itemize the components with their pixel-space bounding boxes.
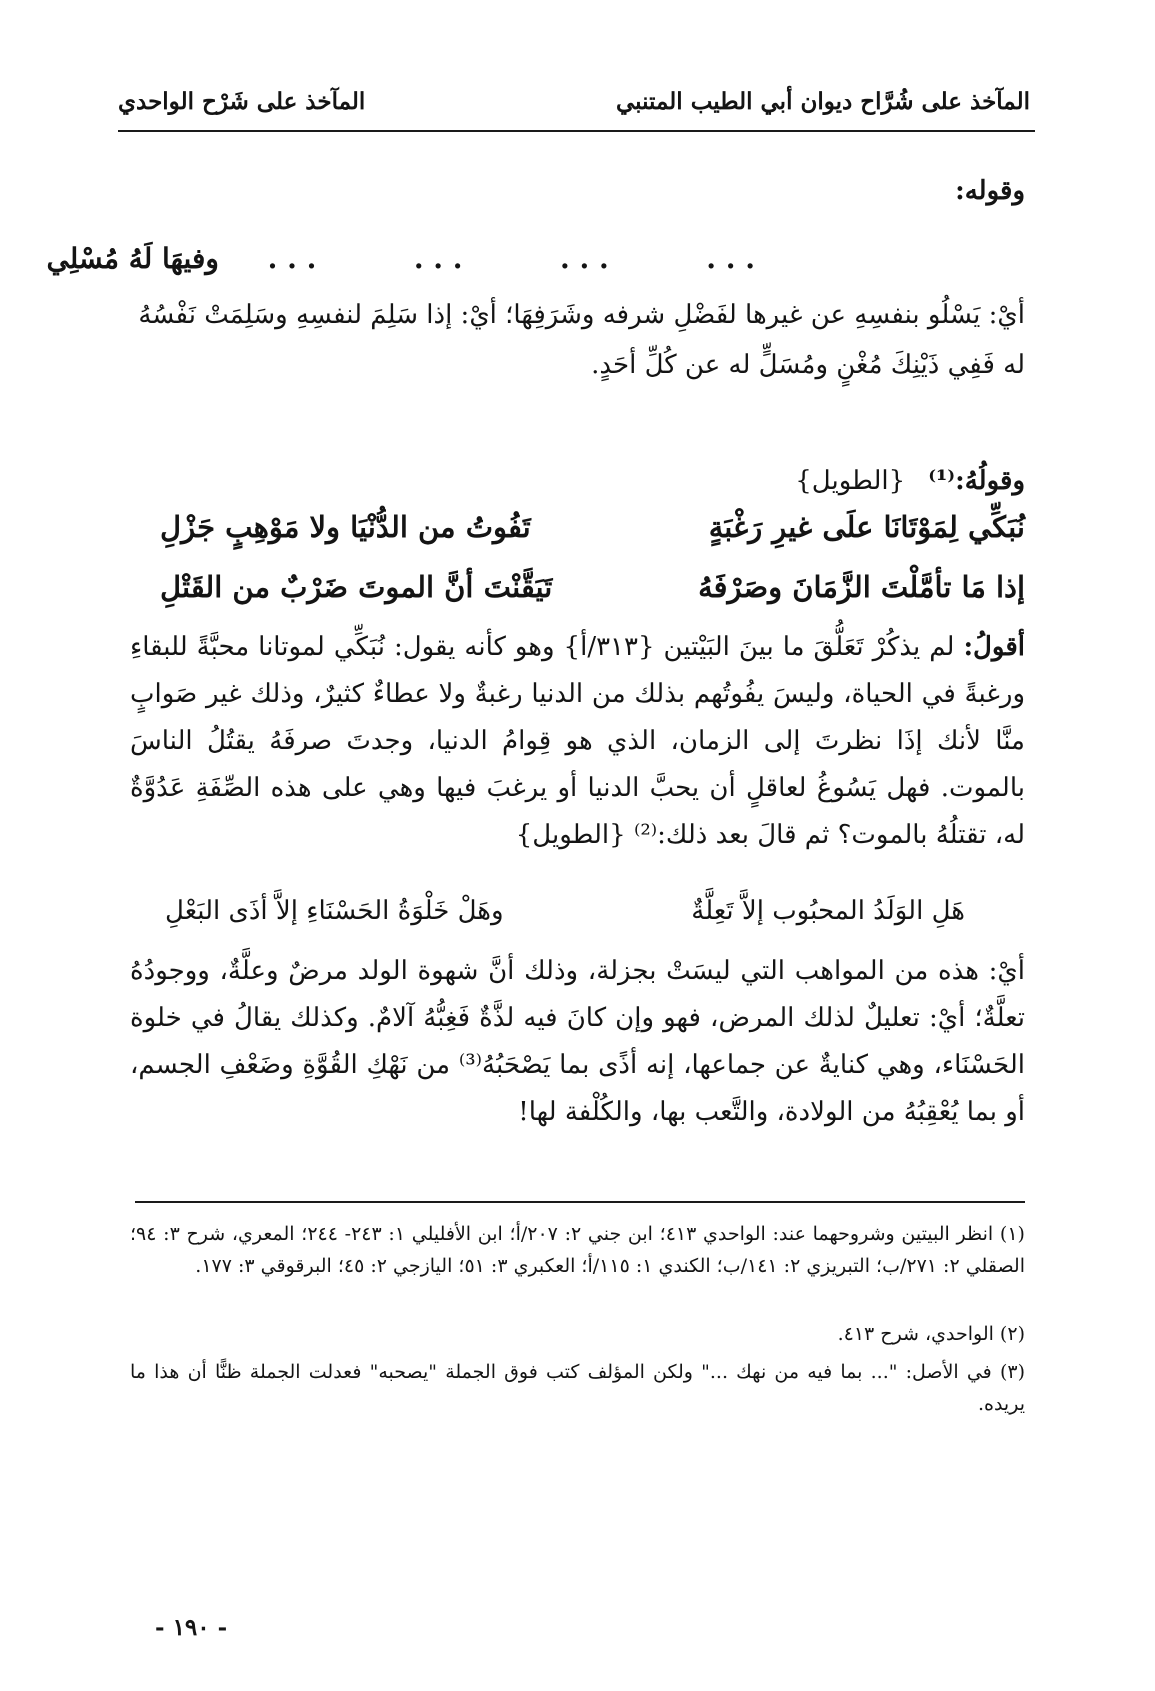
verse1-first-hemistich: نُبَكِّي لِمَوْتَانَا علَى غيرِ رَغْبَةٍ xyxy=(708,510,1025,544)
commentary-label-aqulu: أقولُ: xyxy=(963,632,1026,662)
page-number: - ١٩٠ - xyxy=(155,1614,228,1641)
verse3-first-hemistich: هَلِ الوَلَدُ المحبُوب إلاَّ تَعِلَّةٌ xyxy=(691,896,965,926)
commentary-paragraph-1 xyxy=(130,624,1025,859)
commentary-meter-tag: {الطويل} xyxy=(515,820,626,850)
section1-intro: وقوله: xyxy=(955,176,1025,206)
section1-verse-fragment: . . . . . . . . . . . . وفيهَا لَهُ مُسْلِي xyxy=(46,242,755,275)
footnote-rule xyxy=(135,1201,1025,1203)
commentary-paragraph-2: أيْ: هذه من المواهب التي ليسَتْ بجزلة، وذلك أنَّ شهوة الولد مرضٌ وعلَّةٌ، ووجودُهُ تعلَّةٌ؛ أيْ: تعليلٌ لذلك المرض، فهو وإن كانَ فيه لذَّةٌ فَغِبُّهُ آلامٌ. وكذلك يقالُ في خلوة الحَسْنَاء، وهي كنايةٌ عن جماعها، إنه أذًى بما يَصْحَبُهُ⁽³⁾ من نَهْكِ القُوَّةِ وضَعْفِ الجسم، أو بما يُعْقِبُهُ من الولادة، والتَّعب بها، والكُلْفة لها! xyxy=(130,956,1025,1127)
verse2-second-hemistich: تَيَقَّنْتَ أنَّ الموتَ ضَرْبٌ من القَتْلِ xyxy=(160,570,553,604)
section1-commentary-line-2: له فَفِي ذَيْنِكَ مُغْنٍ ومُسَلٍّ له عن كُلِّ أحَدٍ. xyxy=(591,350,1025,380)
commentary-text-1: لم يذكُرْ تَعَلُّقَ ما بينَ البَيْتين {٣١٣/أ} وهو كأنه يقول: نُبَكِّي لموتانا محبَّةً للبقاءِ ورغبةً في الحياة، وليسَ يفُوتُهم بذلك من الدنيا رغبةٌ ولا عطاءٌ كثيرٌ، وذلك غير صَوابٍ منَّا لأنك إذَا نظرتَ إلى الزمان، الذي هو قِوامُ الدنيا، وجدتَ صرفَهُ يقتُلُ الناسَ بالموت. فهل يَسُوغُ لعاقلٍ أن يحبَّ الدنيا أو يرغبَ فيها وهي على هذه الصِّفَةِ عَدُوَّةٌ له، تقتلُهُ بالموت؟ ثم قالَ بعد ذلك:⁽²⁾ xyxy=(130,632,1025,850)
running-header-chapter-title: المآخذ على شَرْح الواحدي xyxy=(118,88,366,115)
footnote-2: (٢) الواحدي، شرح ٤١٣. xyxy=(837,1323,1025,1345)
section2-meter: {الطويل} xyxy=(795,466,906,496)
section2-intro xyxy=(795,458,1025,504)
section1-commentary-line-1: أيْ: يَسْلُو بنفسِهِ عن غيرها لفَضْلِ شرفه وشَرَفِهَا؛ أيْ: إذا سَلِمَ لنفسِهِ وسَلِمَتْ نَفْسُهُ xyxy=(138,300,1025,330)
footnote-3: (٣) في الأصل: "... بما فيه من نهك ..." ولكن المؤلف كتب فوق الجملة "يصحبه" فعدلت الجملة ظنًّا أن هذا ما يريده. xyxy=(130,1361,1025,1415)
running-header-book-title: المآخذ على شُرَّاح ديوان أبي الطيب المتنبي xyxy=(616,88,1030,115)
footnote-1: (١) انظر البيتين وشروحهما عند: الواحدي ٤١٣؛ ابن جني ٢: ٢٠٧/أ؛ ابن الأفليلي ١: ٢٤٣- ٢٤٤؛ المعري، شرح ٣: ٩٤؛ الصقلي ٢: ٢٧١/ب؛ التبريزي ٢: ١٤١/ب؛ الكندي ١: ١١٥/أ؛ العكبري ٣: ٥١؛ اليازجي ٢: ٤٥؛ البرقوقي ٣: ١٧٧. xyxy=(130,1223,1025,1277)
header-rule xyxy=(118,130,1035,132)
verse3-second-hemistich: وهَلْ خَلْوَةُ الحَسْنَاءِ إلاَّ أذَى البَعْلِ xyxy=(165,896,504,926)
verse2-first-hemistich: إذا مَا تأمَّلْتَ الزَّمَانَ وصَرْفَهُ xyxy=(698,570,1025,604)
verse1-second-hemistich: تَفُوتُ من الدُّنْيَا ولا مَوْهِبٍ جَزْلِ xyxy=(160,510,531,544)
section2-intro-label: وقولُهُ:⁽¹⁾ xyxy=(928,466,1025,496)
